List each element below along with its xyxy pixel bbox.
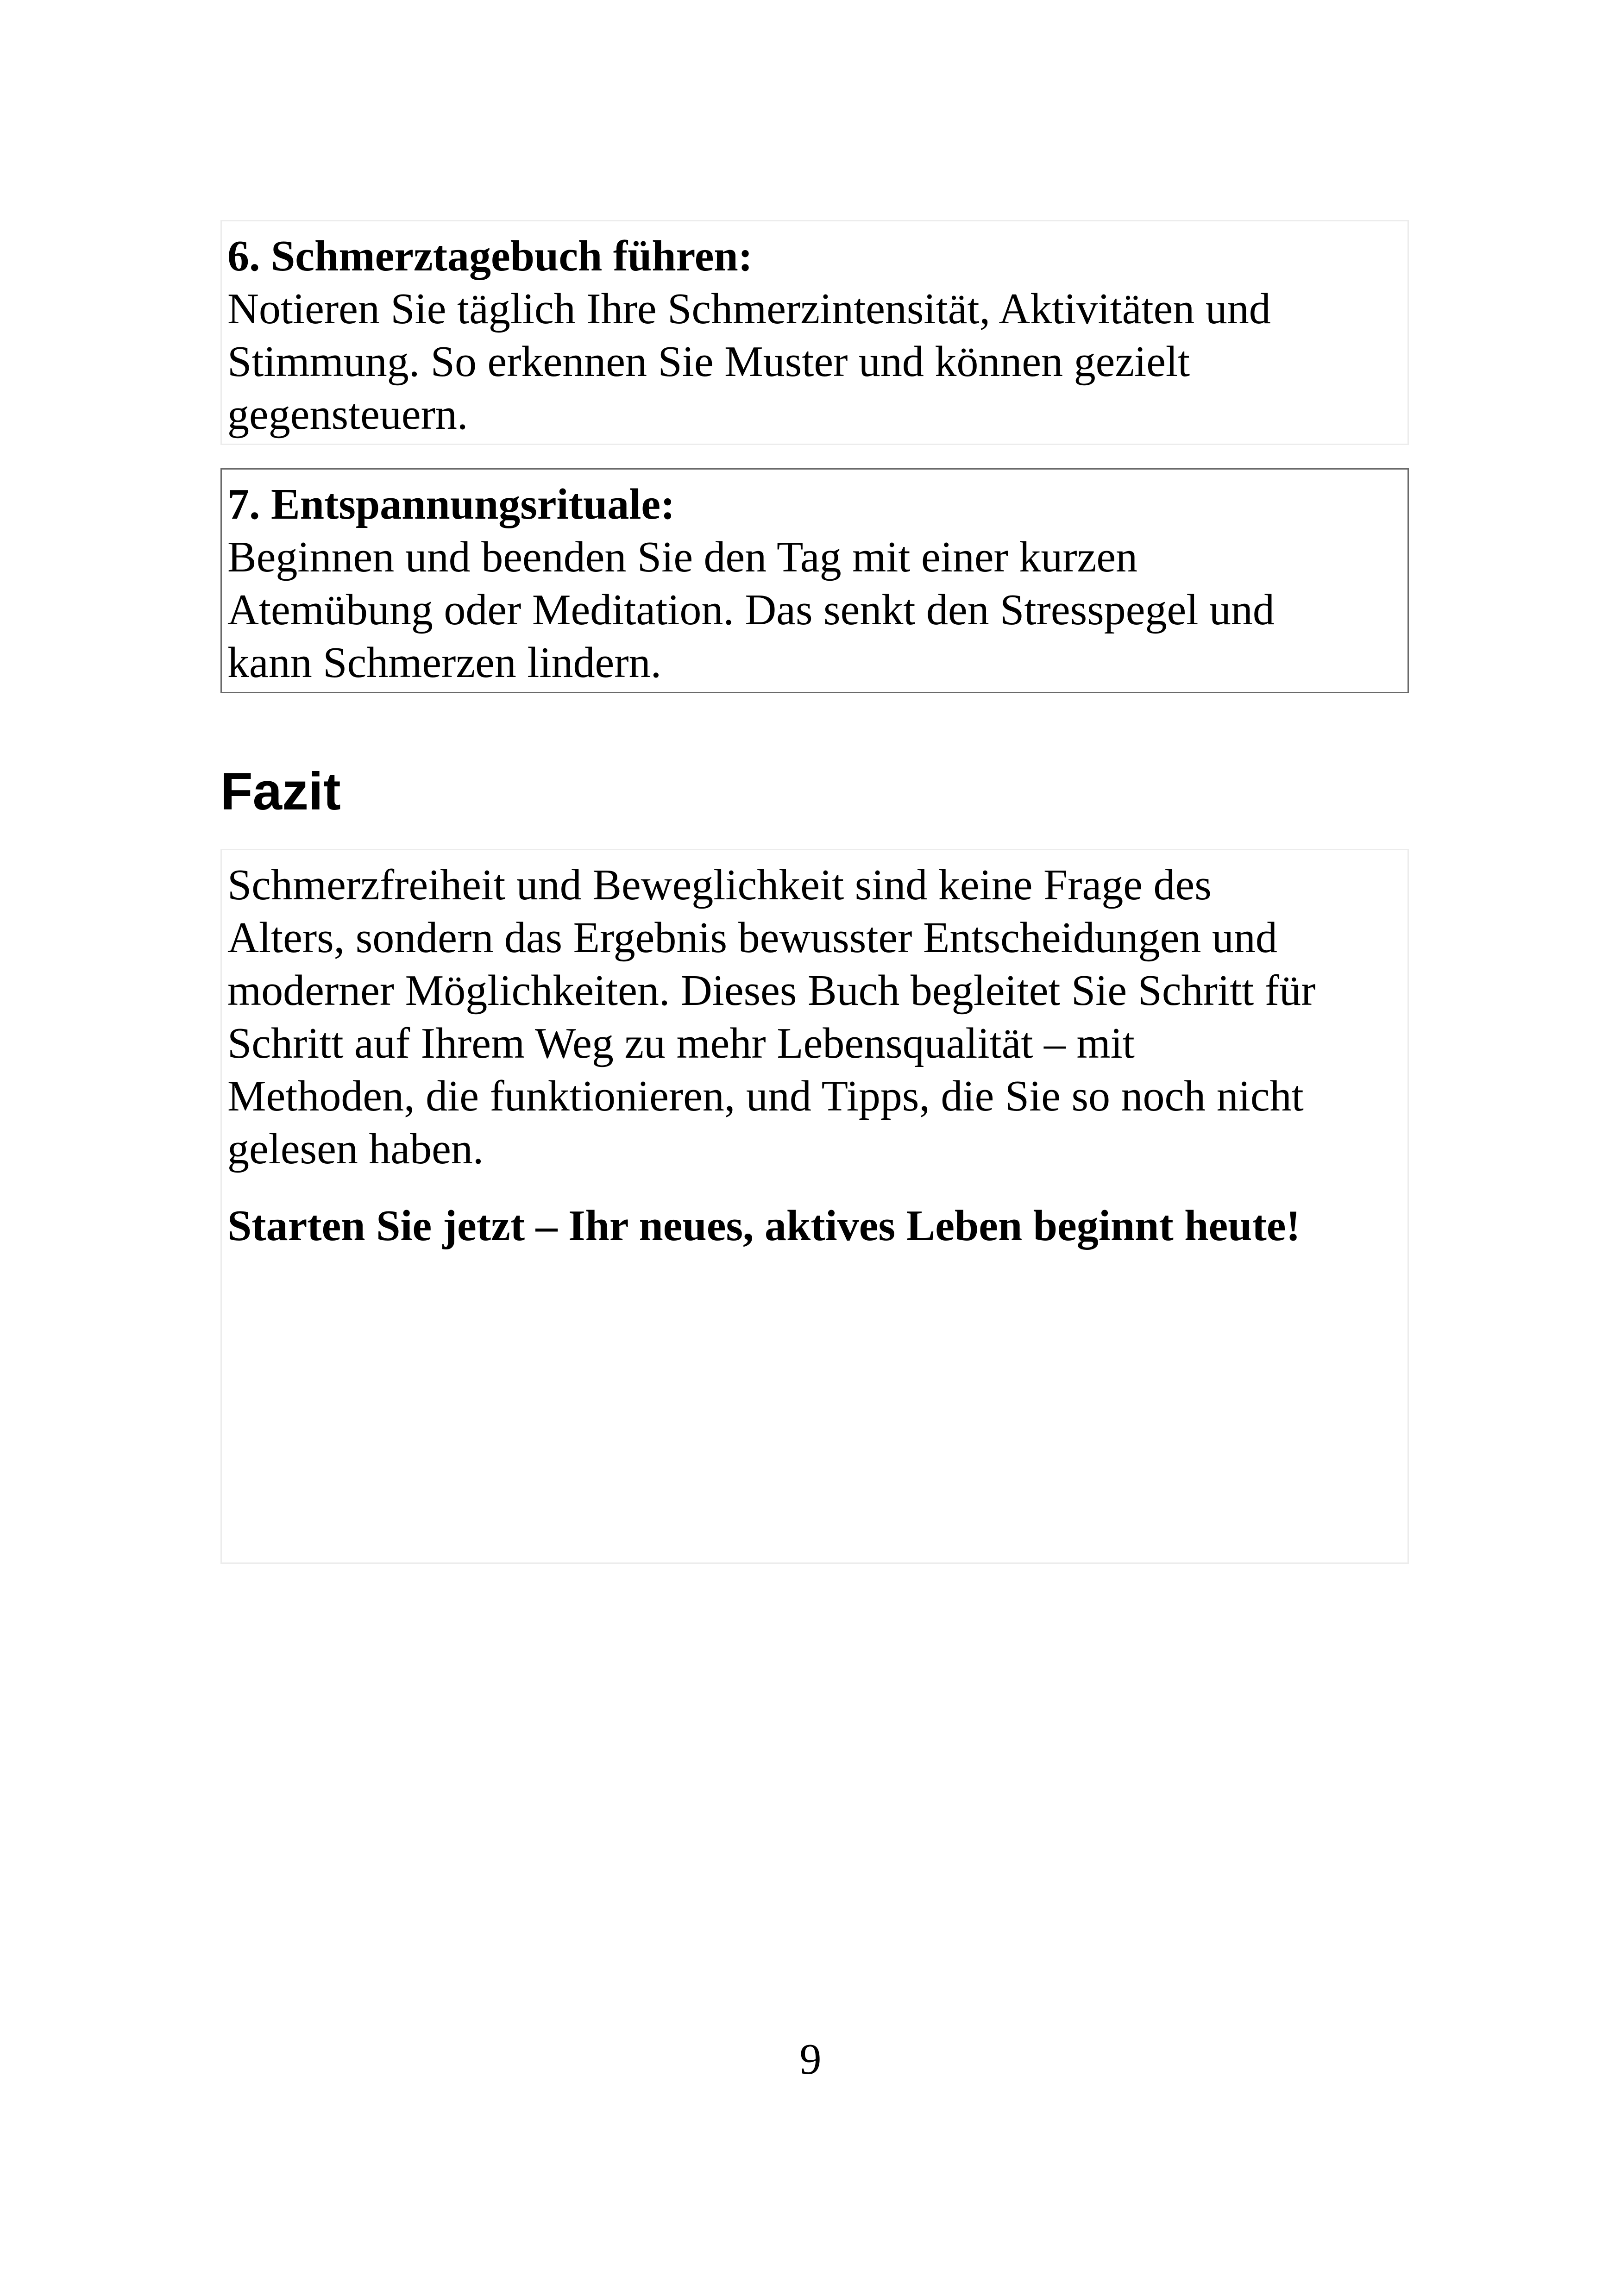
text-line: kann Schmerzen lindern.	[227, 639, 662, 687]
text-line: Schmerzfreiheit und Beweglichkeit sind keine Frage des	[227, 861, 1212, 909]
tip-text	[227, 531, 1402, 689]
fazit-closing-statement: Starten Sie jetzt – Ihr neues, aktives Leben beginnt heute!	[227, 1202, 1301, 1250]
text-line: Beginnen und beenden Sie den Tag mit einer kurzen	[227, 533, 1138, 581]
fazit-box	[220, 849, 1409, 1564]
text-line: gegensteuern.	[227, 390, 468, 439]
text-line: Methoden, die funktionieren, und Tipps, die Sie so noch nicht	[227, 1072, 1304, 1120]
text-line: Schritt auf Ihrem Weg zu mehr Lebensqualität – mit	[227, 1019, 1135, 1067]
text-line: Stimmung. So erkennen Sie Muster und können gezielt	[227, 338, 1190, 386]
page-number: 9	[799, 2035, 822, 2083]
text-line: Notieren Sie täglich Ihre Schmerzintensität, Aktivitäten und	[227, 285, 1271, 333]
tip-box-6	[220, 220, 1409, 445]
text-line: gelesen haben.	[227, 1125, 484, 1173]
text-line: moderner Möglichkeiten. Dieses Buch begleitet Sie Schritt für	[227, 966, 1316, 1015]
fazit-paragraph	[227, 859, 1402, 1175]
text-line: Atemübung oder Meditation. Das senkt den Stresspegel und	[227, 586, 1275, 634]
tip-text	[227, 282, 1402, 441]
tip-title: 6. Schmerztagebuch führen:	[227, 232, 753, 280]
tip-box-7	[220, 468, 1409, 693]
section-heading-fazit: Fazit	[220, 762, 341, 821]
text-line: Alters, sondern das Ergebnis bewusster Entscheidungen und	[227, 914, 1277, 962]
tip-title: 7. Entspannungsrituale:	[227, 480, 675, 528]
